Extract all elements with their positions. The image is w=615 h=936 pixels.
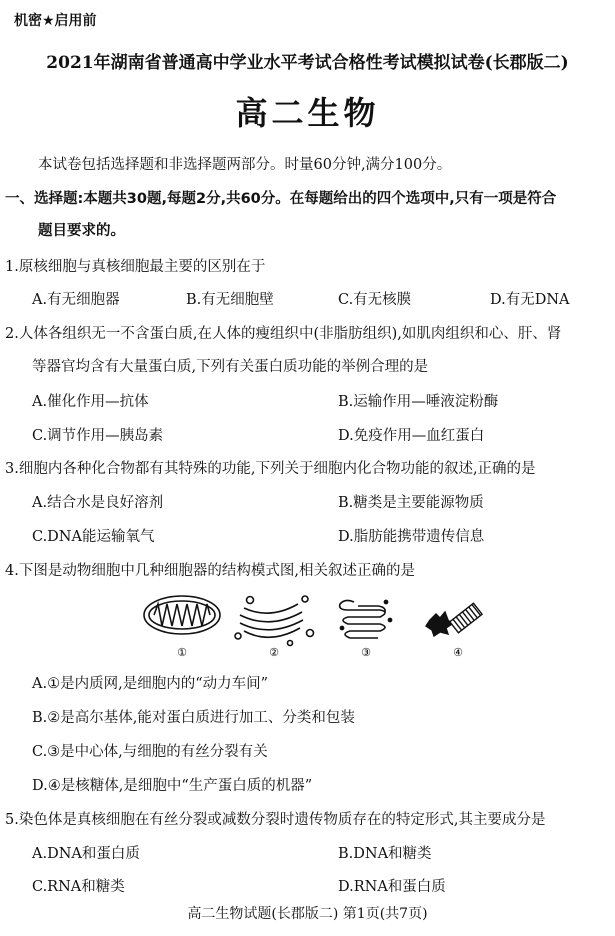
page-footer: 高二生物试题(长郡版二) 第1页(共7页)	[187, 906, 428, 922]
subject-title: 高二生物	[235, 94, 380, 132]
q1-option-c: C.有无核膜	[338, 292, 412, 308]
q1-option-b: B.有无细胞壁	[186, 292, 274, 308]
q2-option-a: A.催化作用—抗体	[32, 394, 149, 410]
mitochondrion-figure	[144, 596, 220, 634]
organelle-figure	[140, 590, 500, 660]
q3-stem: 3.细胞内各种化合物都有其特殊的功能,下列关于细胞内化合物功能的叙述,正确的是	[5, 461, 536, 477]
endoplasmic-reticulum-figure	[340, 600, 392, 638]
section-heading-line2: 题目要求的。	[38, 223, 125, 239]
q1-option-d: D.有无DNA	[490, 292, 570, 308]
q3-option-d: D.脂肪能携带遗传信息	[338, 529, 485, 545]
exam-title: 2021年湖南省普通高中学业水平考试合格性考试模拟试卷(长郡版二)	[46, 53, 569, 73]
q2-option-b: B.运输作用—唾液淀粉酶	[338, 394, 499, 410]
golgi-figure	[235, 596, 314, 646]
q3-option-c: C.DNA能运输氧气	[32, 529, 155, 545]
q5-option-c: C.RNA和糖类	[32, 879, 125, 895]
figure-label-4: ④	[453, 646, 463, 659]
q5-option-a: A.DNA和蛋白质	[32, 846, 140, 862]
q4-stem: 4.下图是动物细胞中几种细胞器的结构模式图,相关叙述正确的是	[5, 563, 415, 579]
secret-label: 机密★启用前	[14, 13, 97, 29]
q4-option-d: D.④是核糖体,是细胞中“生产蛋白质的机器”	[32, 778, 313, 794]
q5-stem: 5.染色体是真核细胞在有丝分裂或减数分裂时遗传物质存在的特定形式,其主要成分是	[5, 812, 546, 828]
centrosome-figure	[426, 603, 482, 636]
q5-option-b: B.DNA和糖类	[338, 846, 432, 862]
section-heading-line1: 一、选择题:本题共30题,每题2分,共60分。在每题给出的四个选项中,只有一项是符合	[5, 191, 557, 207]
q3-option-b: B.糖类是主要能源物质	[338, 495, 484, 511]
figure-label-2: ②	[269, 646, 279, 659]
q1-stem: 1.原核细胞与真核细胞最主要的区别在于	[5, 259, 266, 275]
q3-option-a: A.结合水是良好溶剂	[32, 495, 164, 511]
q2-stem-line2: 等器官均含有大量蛋白质,下列有关蛋白质功能的举例合理的是	[32, 359, 429, 375]
q2-option-c: C.调节作用—胰岛素	[32, 428, 164, 444]
q1-option-a: A.有无细胞器	[32, 292, 120, 308]
figure-label-3: ③	[361, 646, 371, 659]
q2-stem-line1: 2.人体各组织无一不含蛋白质,在人体的瘦组织中(非脂肪组织),如肌肉组织和心、肝、肾	[5, 326, 562, 342]
q5-option-d: D.RNA和蛋白质	[338, 879, 446, 895]
q2-option-d: D.免疫作用—血红蛋白	[338, 428, 485, 444]
q4-option-a: A.①是内质网,是细胞内的“动力车间”	[32, 676, 269, 692]
figure-label-1: ①	[177, 646, 187, 659]
q4-option-b: B.②是高尔基体,能对蛋白质进行加工、分类和包装	[32, 710, 355, 726]
q4-option-c: C.③是中心体,与细胞的有丝分裂有关	[32, 744, 268, 760]
intro-text: 本试卷包括选择题和非选择题两部分。时量60分钟,满分100分。	[38, 157, 452, 173]
